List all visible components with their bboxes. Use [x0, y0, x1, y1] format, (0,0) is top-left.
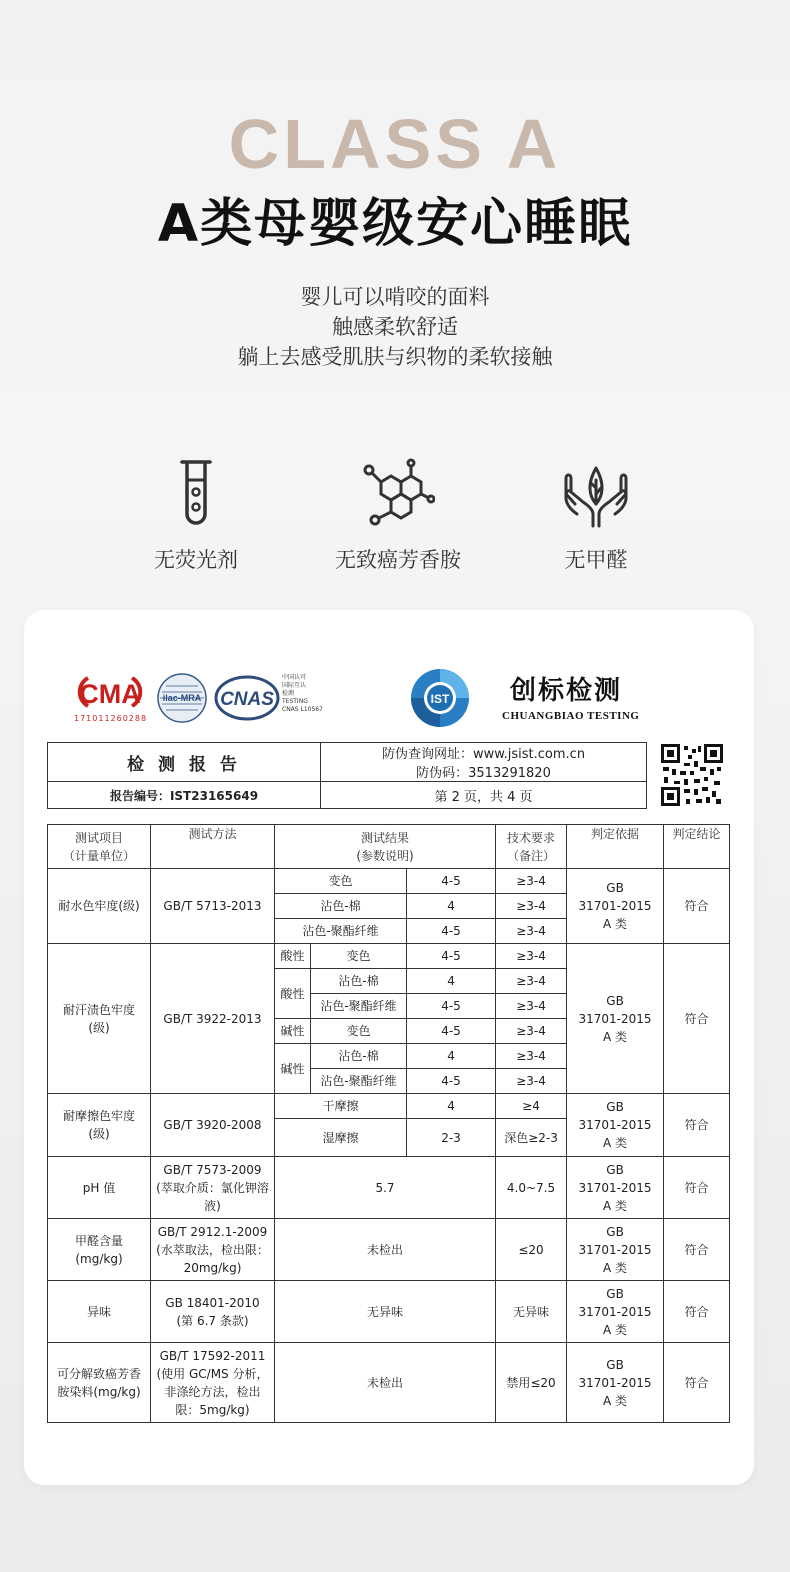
- report-number-value: IST23165649: [169, 788, 259, 803]
- basis-cell: GB 31701-2015 A 类: [567, 1219, 664, 1281]
- item-cell: pH 值: [48, 1157, 151, 1219]
- value-cell: 4-5: [407, 869, 496, 894]
- conclusion-cell: 符合: [664, 1343, 730, 1423]
- acid-cell: 酸性: [275, 944, 311, 969]
- value-cell: 4-5: [407, 1019, 496, 1044]
- basis-cell: GB 31701-2015 A 类: [567, 1094, 664, 1157]
- table-row: [48, 944, 730, 969]
- report-header-table: [47, 742, 647, 809]
- hero-description: [0, 282, 790, 372]
- param-cell: 干摩擦: [275, 1094, 407, 1119]
- result-cell: 无异味: [275, 1281, 496, 1343]
- feature-no-formaldehyde: [476, 458, 716, 574]
- value-cell: 4: [407, 969, 496, 994]
- ist-text: IST: [430, 692, 450, 706]
- basis-cell: GB 31701-2015 A 类: [567, 1281, 664, 1343]
- req-cell: 4.0~7.5: [496, 1157, 567, 1219]
- req-cell: ≥4: [496, 1094, 567, 1119]
- description-line: 触感柔软舒适: [332, 315, 458, 339]
- basis-cell: GB 31701-2015 A 类: [567, 1157, 664, 1219]
- item-cell: 耐汗渍色牢度 (级): [48, 944, 151, 1094]
- req-cell: 禁用≤20: [496, 1343, 567, 1423]
- conclusion-cell: 符合: [664, 1094, 730, 1157]
- feature-label: 无荧光剂: [154, 548, 238, 572]
- req-cell: ≥3-4: [496, 1069, 567, 1094]
- report-number-label: 报告编号：: [109, 788, 170, 803]
- report-number: [48, 782, 321, 809]
- cma-logo: [72, 672, 148, 712]
- value-cell: 4-5: [407, 994, 496, 1019]
- report-query-info: [321, 743, 647, 782]
- value-cell: 4-5: [407, 919, 496, 944]
- param-cell: 变色: [311, 944, 407, 969]
- test-report-card: [24, 610, 754, 1485]
- result-cell: 未检出: [275, 1343, 496, 1423]
- cnas-caption-line: TESTING: [282, 698, 308, 705]
- value-cell: 4-5: [407, 944, 496, 969]
- req-cell: ≥3-4: [496, 1019, 567, 1044]
- ist-logo: [408, 666, 472, 730]
- item-cell: 耐水色牢度(级): [48, 869, 151, 944]
- param-cell: 沾色-聚酯纤维: [311, 994, 407, 1019]
- req-cell: ≥3-4: [496, 1044, 567, 1069]
- header-requirement: 技术要求 （备注）: [496, 825, 567, 869]
- result-cell: 5.7: [275, 1157, 496, 1219]
- req-cell: ≥3-4: [496, 919, 567, 944]
- req-cell: ≥3-4: [496, 894, 567, 919]
- report-page: 第 2 页，共 4 页: [321, 782, 647, 809]
- cnas-caption: [282, 674, 323, 714]
- param-cell: 沾色-棉: [311, 1044, 407, 1069]
- basis-cell: GB 31701-2015 A 类: [567, 869, 664, 944]
- method-cell: GB/T 3920-2008: [151, 1094, 275, 1157]
- conclusion-cell: 符合: [664, 1157, 730, 1219]
- header-result: 测试结果 (参数说明): [275, 825, 496, 869]
- cnas-caption-line: CNAS L10567: [282, 706, 323, 713]
- method-cell: GB/T 7573-2009 (萃取介质：氯化钾溶 液): [151, 1157, 275, 1219]
- feature-label: 无致癌芳香胺: [335, 548, 461, 572]
- table-header-row: [48, 825, 730, 869]
- param-cell: 沾色-棉: [275, 894, 407, 919]
- value-cell: 4-5: [407, 1069, 496, 1094]
- molecule-icon: [361, 458, 435, 530]
- method-cell: GB/T 17592-2011 (使用 GC/MS 分析， 非涤纶方法，检出 限：5mg/kg): [151, 1343, 275, 1423]
- report-title: 检 测 报 告: [48, 743, 321, 782]
- req-cell: ≥3-4: [496, 969, 567, 994]
- basis-cell: GB 31701-2015 A 类: [567, 944, 664, 1094]
- param-cell: 沾色-聚酯纤维: [275, 919, 407, 944]
- value-cell: 4: [407, 1044, 496, 1069]
- description-line: 婴儿可以啃咬的面料: [300, 285, 490, 309]
- header-basis: 判定依据: [567, 825, 664, 869]
- param-cell: 变色: [311, 1019, 407, 1044]
- qr-code: [660, 743, 724, 807]
- req-cell: ≥3-4: [496, 869, 567, 894]
- item-cell: 可分解致癌芳香 胺染料(mg/kg): [48, 1343, 151, 1423]
- table-row: [48, 1157, 730, 1219]
- query-url: 防伪查询网址：www.jsist.com.cn: [381, 747, 586, 762]
- alkali-cell: 碱性: [275, 1044, 311, 1094]
- header-item: 测试项目 （计量单位）: [48, 825, 151, 869]
- item-cell: 耐摩擦色牢度 (级): [48, 1094, 151, 1157]
- cnas-caption-line: 国际互认: [282, 682, 307, 689]
- req-cell: ≥3-4: [496, 944, 567, 969]
- feature-list: [0, 458, 790, 578]
- req-cell: ≤20: [496, 1219, 567, 1281]
- conclusion-cell: 符合: [664, 869, 730, 944]
- param-cell: 变色: [275, 869, 407, 894]
- value-cell: 4: [407, 1094, 496, 1119]
- req-cell: 深色≥2-3: [496, 1119, 567, 1157]
- conclusion-cell: 符合: [664, 1219, 730, 1281]
- table-row: [48, 869, 730, 894]
- req-cell: 无异味: [496, 1281, 567, 1343]
- conclusion-cell: 符合: [664, 1281, 730, 1343]
- alkali-cell: 碱性: [275, 1019, 311, 1044]
- description-line: 躺上去感受肌肤与织物的柔软接触: [237, 345, 553, 369]
- value-cell: 4: [407, 894, 496, 919]
- param-cell: 湿摩擦: [275, 1119, 407, 1157]
- param-cell: 沾色-棉: [311, 969, 407, 994]
- acid-cell: 酸性: [275, 969, 311, 1019]
- table-row: [48, 1219, 730, 1281]
- anti-fake-code: 防伪码：3513291820: [416, 766, 551, 781]
- cnas-caption-line: 中国认可: [282, 674, 307, 681]
- header-conclusion: 判定结论: [664, 825, 730, 869]
- cnas-text: CNAS: [220, 689, 274, 710]
- cma-text: CMA: [79, 679, 141, 709]
- table-row: [48, 1281, 730, 1343]
- item-cell: 甲醛含量 (mg/kg): [48, 1219, 151, 1281]
- cnas-caption-line: 检测: [282, 690, 295, 697]
- value-cell: 2-3: [407, 1119, 496, 1157]
- method-cell: GB/T 2912.1-2009 (水萃取法，检出限： 20mg/kg): [151, 1219, 275, 1281]
- param-cell: 沾色-聚酯纤维: [311, 1069, 407, 1094]
- hero-title: CLASS A: [228, 105, 562, 183]
- table-row: [48, 1094, 730, 1119]
- cert-logos: [24, 610, 754, 740]
- cnas-logo: [214, 674, 280, 722]
- method-cell: GB 18401-2010 (第 6.7 条款): [151, 1281, 275, 1343]
- header-method: 测试方法: [151, 825, 275, 869]
- method-cell: GB/T 3922-2013: [151, 944, 275, 1094]
- company-name: 创标检测: [510, 676, 623, 706]
- result-cell: 未检出: [275, 1219, 496, 1281]
- basis-cell: GB 31701-2015 A 类: [567, 1343, 664, 1423]
- req-cell: ≥3-4: [496, 994, 567, 1019]
- company-name-en: CHUANGBIAO TESTING: [502, 710, 640, 722]
- method-cell: GB/T 5713-2013: [151, 869, 275, 944]
- item-cell: 异味: [48, 1281, 151, 1343]
- leaf-hands-icon: [561, 458, 631, 530]
- ilac-text: ilac-MRA: [162, 693, 202, 703]
- feature-label: 无甲醛: [564, 548, 628, 572]
- table-row: [48, 1343, 730, 1423]
- hero-subtitle: A类母婴级安心睡眠: [157, 194, 633, 254]
- test-tube-icon: [174, 458, 218, 530]
- test-results-table: [47, 824, 730, 1423]
- conclusion-cell: 符合: [664, 944, 730, 1094]
- ilac-mra-logo: [156, 672, 208, 724]
- cma-number: 171011260288: [74, 714, 148, 723]
